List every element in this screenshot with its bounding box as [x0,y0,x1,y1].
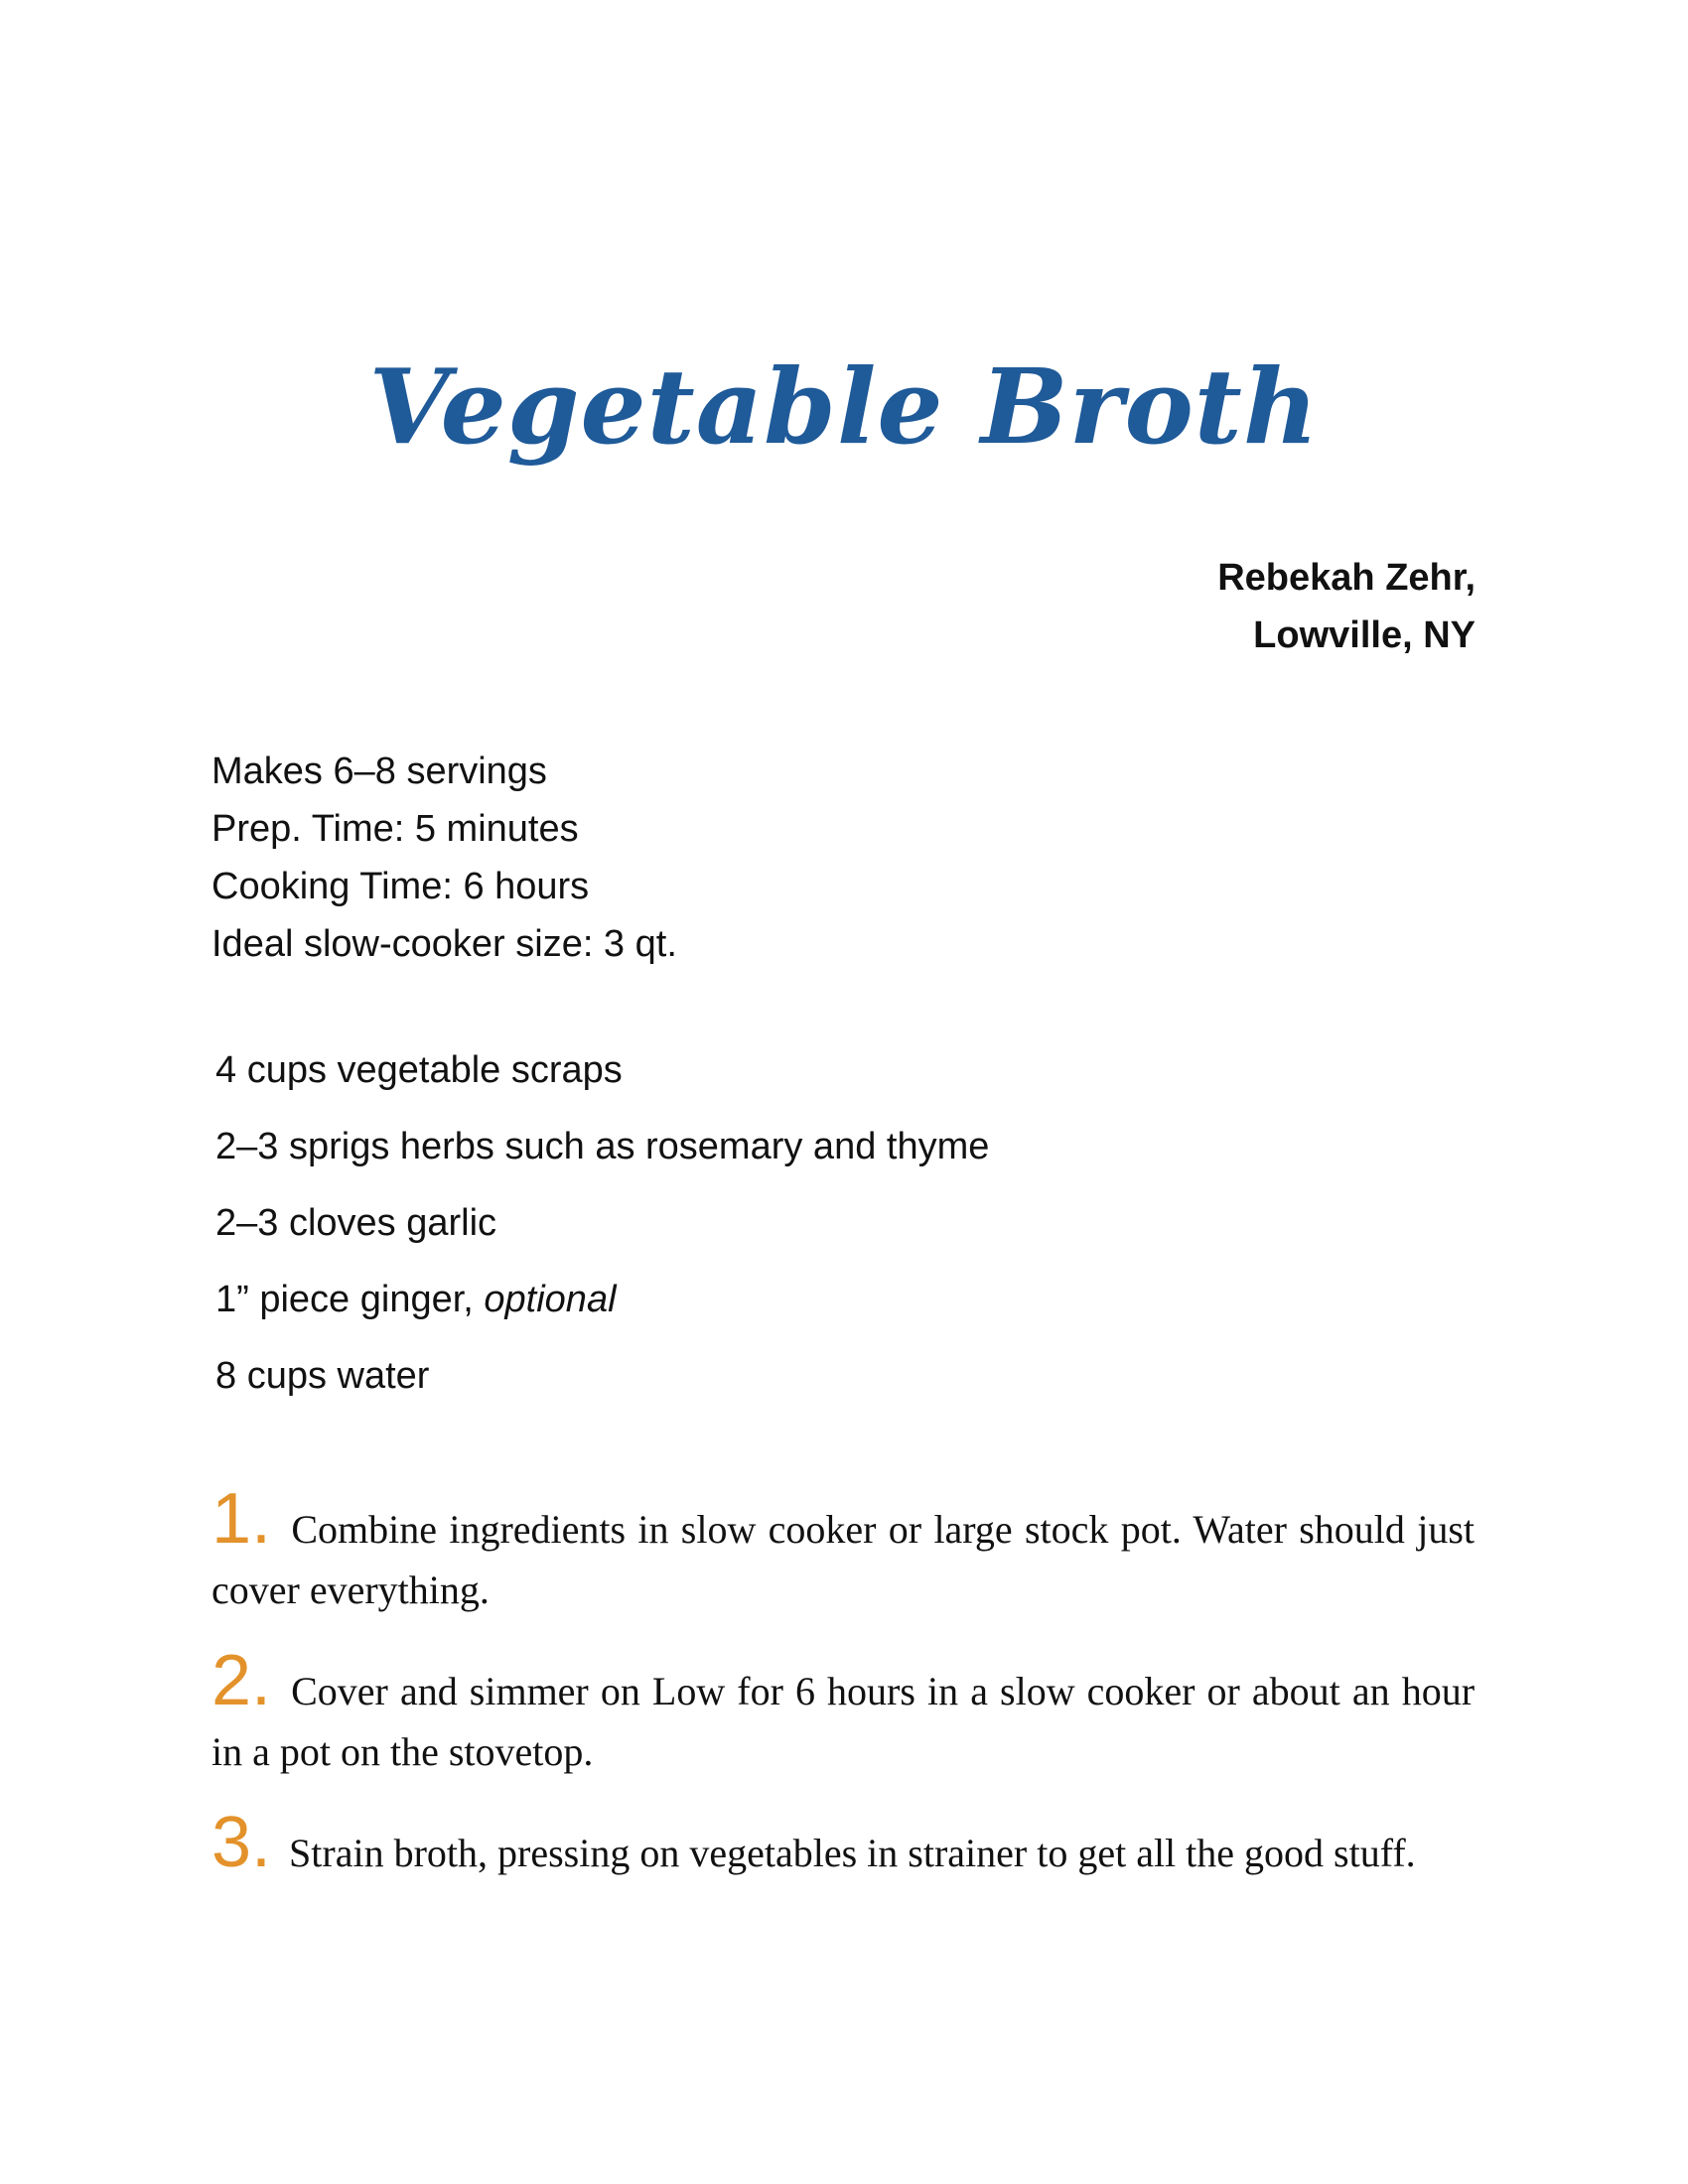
ingredient-text: 2–3 cloves garlic [215,1202,497,1244]
prep-time: Prep. Time: 5 minutes [211,808,579,850]
ingredient-note: optional [484,1279,617,1320]
recipe-title: Vegetable Broth [368,345,1320,468]
instruction-step [211,1803,1475,1883]
recipe-attribution [1217,549,1476,664]
ingredient-item [215,1047,989,1093]
author-location: Lowville, NY [1253,614,1476,656]
ingredient-text: 4 cups vegetable scraps [215,1049,623,1091]
recipe-meta [211,743,677,973]
step-text: Cover and simmer on Low for 6 hours in a slow cooker or about an hour in a pot on the stovetop. [211,1669,1476,1774]
step-number: 3. [211,1803,272,1882]
step-number: 1. [211,1479,272,1559]
cooking-time: Cooking Time: 6 hours [211,866,590,907]
ingredients-list [215,1047,989,1430]
instructions-list [211,1479,1476,1924]
servings: Makes 6–8 servings [211,751,547,792]
ingredient-text: 1” piece ginger, [215,1279,485,1320]
ingredient-text: 2–3 sprigs herbs such as rosemary and thyme [215,1126,990,1167]
step-text: Combine ingredients in slow cooker or large stock pot. Water should just cover everything. [211,1507,1475,1612]
ingredient-item [215,1200,989,1246]
ingredient-text: 8 cups water [215,1355,430,1397]
instruction-step [211,1479,1475,1620]
step-number: 2. [211,1641,272,1720]
ingredient-item [215,1353,989,1399]
author-name: Rebekah Zehr, [1217,557,1476,599]
instruction-step [211,1641,1476,1782]
step-text: Strain broth, pressing on vegetables in strainer to get all the good stuff. [289,1831,1416,1875]
ingredient-item [215,1277,989,1322]
cooker-size: Ideal slow-cooker size: 3 qt. [211,923,677,965]
ingredient-item [215,1124,989,1169]
